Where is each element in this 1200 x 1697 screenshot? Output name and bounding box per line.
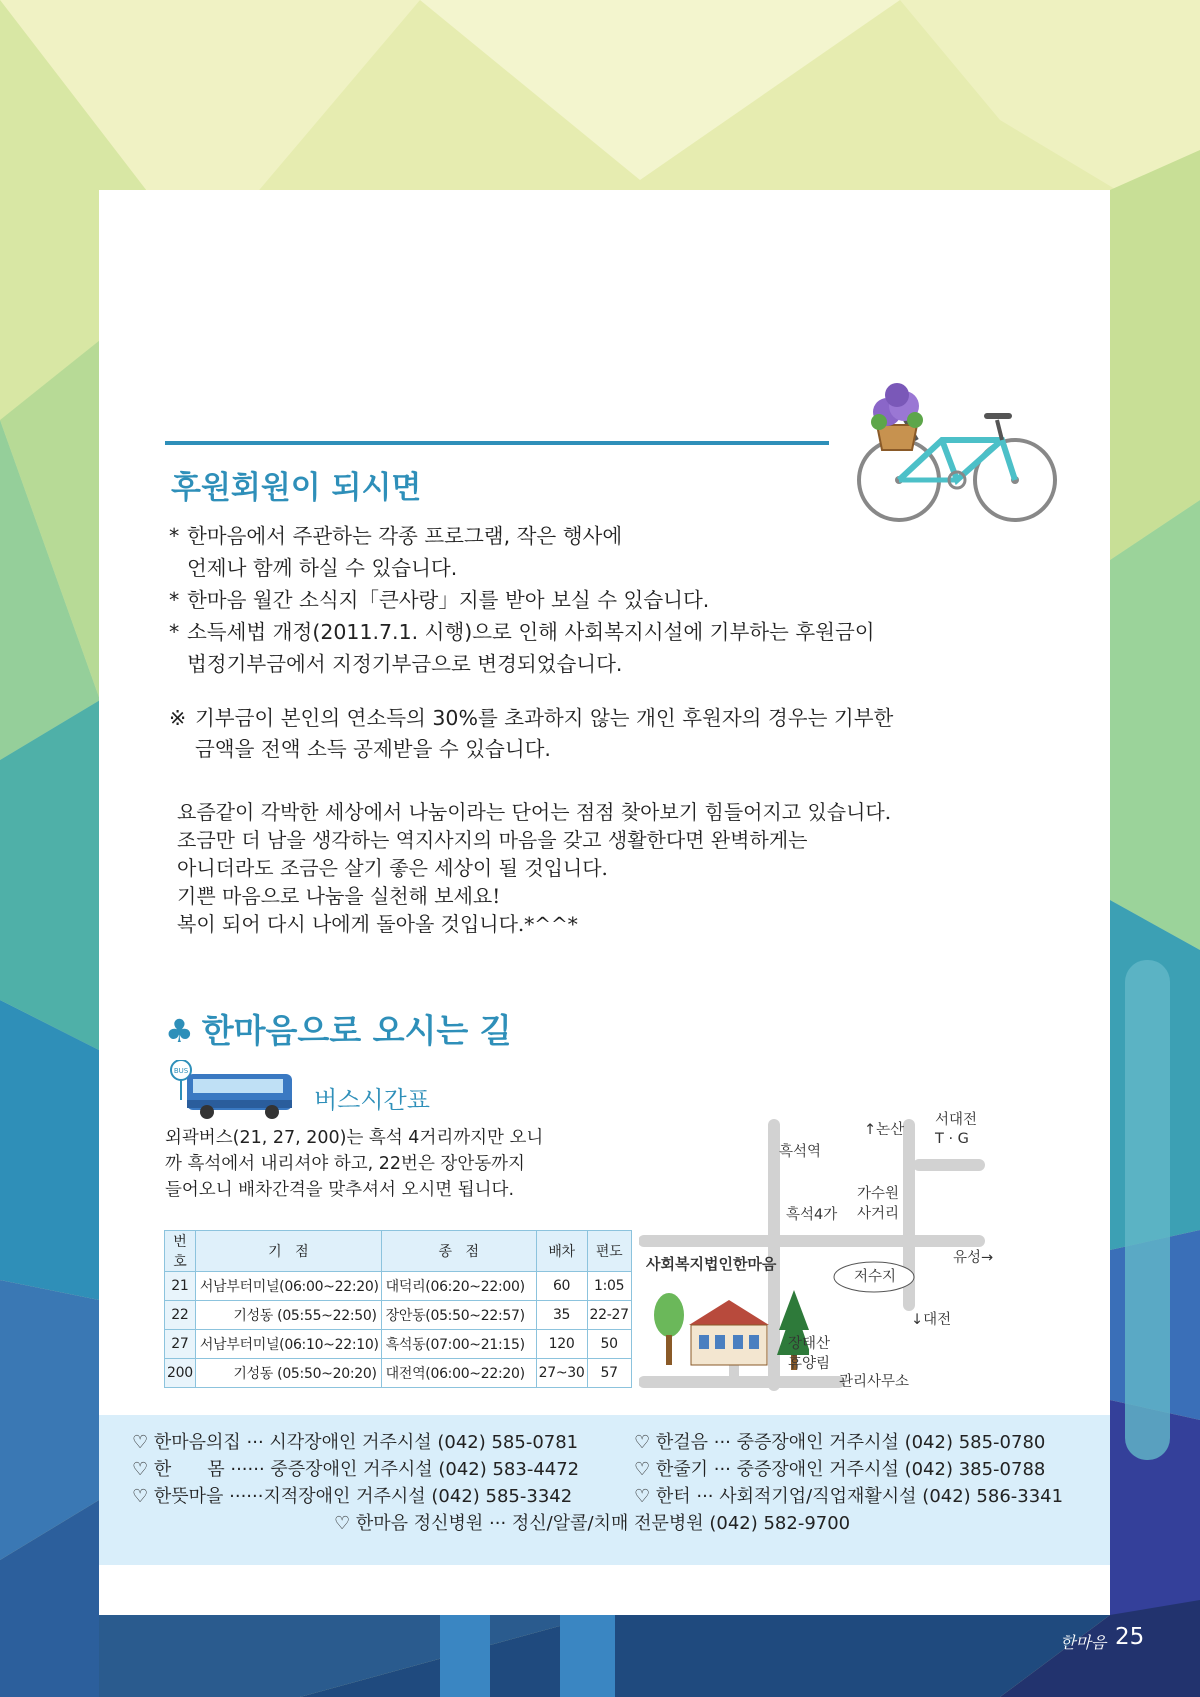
map-label-facility: 사회복지법인한마음 [646,1255,777,1273]
benefit-line: 한마음 월간 소식지「큰사랑」지를 받아 보실 수 있습니다. [187,588,710,612]
tax-note [169,703,1025,765]
cell-number: 21 [165,1272,196,1301]
map-label-reservoir: 저수지 [854,1269,897,1285]
bus-description-line: 외곽버스(21, 27, 200)는 흑석 4거리까지만 오니 [165,1128,544,1148]
cell-duration: 50 [587,1330,631,1359]
cell-destination: 흑석동(07:00~21:15) [381,1330,536,1359]
cell-number: 27 [165,1330,196,1359]
benefit-line: 언제나 함께 하실 수 있습니다. [187,556,458,580]
contact-item: ♡ 한줄기 ··· 중증장애인 거주시설 (042) 385-0788 [634,1459,1046,1480]
directions-heading-text: 한마음으로 오시는 길 [201,1011,512,1050]
cell-origin: 서남부터미널(06:00~22:20) [195,1272,381,1301]
message-line: 조금만 더 남을 생각하는 역지사지의 마음을 갖고 생활한다면 완벽하게는 [177,828,808,852]
cell-interval: 60 [536,1272,587,1301]
map-label-daejeon: ↓대전 [911,1312,952,1328]
benefit-line: 소득세법 개정(2011.7.1. 시행)으로 인해 사회복지시설에 기부하는 후원금이 [187,620,875,644]
cell-duration: 22-27 [587,1301,631,1330]
map-label-heukseok4ga: 흑석4가 [786,1207,838,1223]
directions-heading [165,1005,512,1052]
bus-timetable-title: 버스시간표 [314,1086,430,1114]
cell-origin: 기성동 (05:55~22:50) [195,1301,381,1330]
map-label-yuseong: 유성→ [953,1250,994,1266]
bullet-star: * [169,588,180,612]
cell-number: 22 [165,1301,196,1330]
support-benefits-list [169,520,969,680]
col-header-origin: 기 점 [195,1231,381,1272]
cell-interval: 35 [536,1301,587,1330]
contact-item: ♡ 한마음 정신병원 ··· 정신/알콜/치매 전문병원 (042) 582-9700 [334,1513,851,1534]
page-number: 25 [1115,1624,1145,1650]
club-icon: ♣ [165,1012,194,1050]
benefit-line: 법정기부금에서 지정기부금으로 변경되었습니다. [187,652,623,676]
contact-item: ♡ 한걸음 ··· 중증장애인 거주시설 (042) 585-0780 [634,1432,1046,1453]
bus-timetable [164,1230,632,1388]
contact-item: ♡ 한 몸 ······ 중증장애인 거주시설 (042) 583-4472 [132,1459,580,1480]
facility-building-icon [649,1285,809,1375]
map-label-tg: T · G [935,1131,969,1147]
cell-destination: 장안동(05:50~22:57) [381,1301,536,1330]
bus-description-line: 들어오니 배차간격을 맞추셔서 오시면 됩니다. [165,1180,515,1200]
map-label-crossroad: 사거리 [857,1206,900,1222]
col-header-destination: 종 점 [381,1231,536,1272]
col-header-number: 번호 [165,1231,196,1272]
note-line: 금액을 전액 소득 공제받을 수 있습니다. [195,737,551,761]
benefit-item [169,520,969,584]
bicycle-with-flowers-illustration [857,380,1057,530]
map-label-heukseok-station: 흑석역 [779,1144,822,1160]
footer-brand: 한마음 [1060,1633,1107,1652]
sharing-message [177,798,997,938]
message-line: 아니더라도 조금은 살기 좋은 세상이 될 것입니다. [177,856,608,880]
cell-origin: 기성동 (05:50~20:20) [195,1359,381,1388]
cell-interval: 27~30 [536,1359,587,1388]
table-header-row [165,1231,632,1272]
message-line: 요즘같이 각박한 세상에서 나눔이라는 단어는 점점 찾아보기 힘들어지고 있습니다. [177,800,892,824]
bus-badge-text: BUS [173,1067,189,1075]
cell-interval: 120 [536,1330,587,1359]
contact-item: ♡ 한터 ··· 사회적기업/직업재활시설 (042) 586-3341 [634,1486,1064,1507]
cell-destination: 대덕리(06:20~22:00) [381,1272,536,1301]
reference-mark: ※ [169,706,187,730]
support-heading: 후원회원이 되시면 [171,470,422,506]
map-label-forest: 휴양림 [788,1356,831,1372]
cell-destination: 대전역(06:00~22:20) [381,1359,536,1388]
col-header-interval: 배차 [536,1231,587,1272]
cell-duration: 57 [587,1359,631,1388]
bullet-star: * [169,620,180,644]
table-row [165,1272,632,1301]
message-line: 기쁜 마음으로 나눔을 실천해 보세요! [177,884,501,908]
map-label-seodaejeon: 서대전 [935,1112,978,1128]
table-row [165,1330,632,1359]
map-label-jangtaesan: 장태산 [788,1336,831,1352]
cell-origin: 서남부터미널(06:10~22:10) [195,1330,381,1359]
bus-icon [167,1060,297,1122]
message-line: 복이 되어 다시 나에게 돌아올 것입니다.*^^* [177,912,578,936]
cell-duration: 1:05 [587,1272,631,1301]
section-divider [165,441,829,445]
content-panel [99,190,1110,1615]
location-map [639,1105,1079,1395]
bullet-star: * [169,524,180,548]
contact-item: ♡ 한마음의집 ··· 시각장애인 거주시설 (042) 585-0781 [132,1432,579,1453]
cell-number: 200 [165,1359,196,1388]
benefit-item [169,584,969,616]
map-label-office: 관리사무소 [839,1374,910,1390]
col-header-duration: 편도 [587,1231,631,1272]
benefit-item [169,616,969,680]
table-row [165,1301,632,1330]
map-label-nonsan: ↑논산 [864,1122,905,1138]
table-row [165,1359,632,1388]
contact-item: ♡ 한뜻마을 ······지적장애인 거주시설 (042) 585-3342 [132,1486,573,1507]
map-label-gasuwon: 가수원 [857,1186,900,1202]
bus-description-line: 까 흑석에서 내리셔야 하고, 22번은 장안동까지 [165,1154,525,1174]
benefit-line: 한마음에서 주관하는 각종 프로그램, 작은 행사에 [187,524,623,548]
affiliated-facilities-contacts [99,1415,1110,1565]
note-line: 기부금이 본인의 연소득의 30%를 초과하지 않는 개인 후원자의 경우는 기부한 [195,706,894,730]
bus-description [165,1125,605,1203]
